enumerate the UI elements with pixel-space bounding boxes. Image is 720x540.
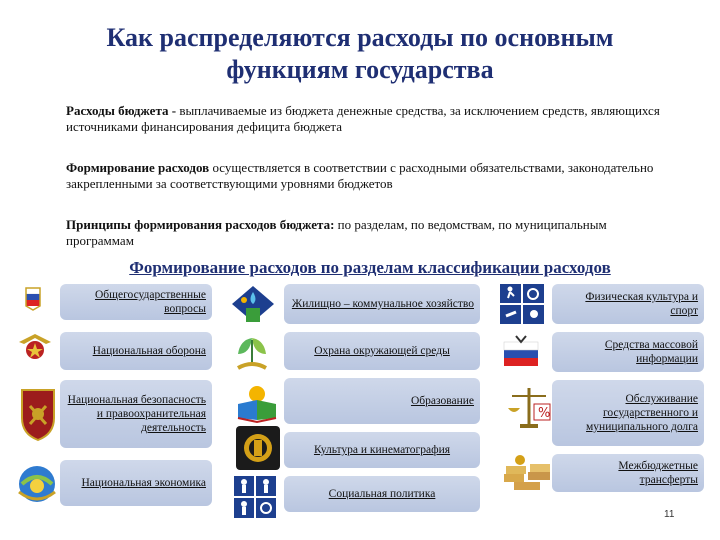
sport-icon <box>498 282 546 326</box>
section-box-social[interactable] <box>284 476 480 512</box>
section-label: Межбюджетные трансферты <box>618 460 698 486</box>
section-box-culture[interactable] <box>284 432 480 468</box>
section-label: Общегосударственные вопросы <box>94 289 206 315</box>
russia-emblem-icon <box>18 282 48 312</box>
security-emblem-icon <box>16 384 60 444</box>
section-box-defense[interactable] <box>60 332 212 370</box>
section-subtitle: Формирование расходов по разделам классификации расходов <box>129 258 611 277</box>
page-title: Как распределяются расходы по основным функциям государства <box>106 23 614 84</box>
section-box-environment[interactable] <box>284 332 480 370</box>
section-label: Физическая культура и спорт <box>585 291 698 317</box>
intro-paragraph-2 <box>66 160 666 192</box>
section-box-general[interactable] <box>60 284 212 320</box>
svg-text:%: % <box>538 406 551 421</box>
section-label: Национальная оборона <box>92 345 206 357</box>
intro-term-1: Расходы бюджета - <box>66 103 177 118</box>
social-icon <box>232 474 278 520</box>
section-label: Охрана окружающей среды <box>314 345 450 357</box>
environment-icon <box>228 330 276 376</box>
intro-paragraph-1 <box>66 103 666 135</box>
section-box-media[interactable] <box>552 332 704 372</box>
intro-paragraph-3 <box>66 217 666 249</box>
education-icon <box>232 380 282 424</box>
section-label: Средства массовой информации <box>604 339 698 365</box>
intro-text-1: выплачиваемые из бюджета денежные средства, за исключением средств, являющихся источниками финансирования дефицита бюджета <box>66 103 660 134</box>
section-label: Образование <box>410 395 474 407</box>
section-box-transfers[interactable] <box>552 454 704 492</box>
culture-icon <box>236 426 280 470</box>
section-label: Национальная безопасность и правоохранительная деятельность <box>67 394 206 434</box>
intro-term-3: Принципы формирования расходов бюджета: <box>66 217 335 232</box>
intro-text-3: по разделам, по ведомствам, по муниципальным программам <box>66 217 607 248</box>
section-label: Жилищно – коммунальное хозяйство <box>291 298 474 310</box>
defense-emblem-icon <box>14 330 56 368</box>
section-box-sport[interactable] <box>552 284 704 324</box>
media-icon <box>498 332 544 376</box>
section-box-debt[interactable] <box>552 380 704 446</box>
intro-term-2: Формирование расходов <box>66 160 210 175</box>
page-number: 11 <box>664 509 675 520</box>
section-box-utilities[interactable] <box>284 284 480 324</box>
section-label: Обслуживание государственного и муниципального долга <box>586 393 698 433</box>
section-box-economy[interactable] <box>60 460 212 506</box>
section-label: Социальная политика <box>328 488 436 500</box>
transfers-icon <box>500 450 554 494</box>
section-box-education[interactable] <box>284 378 480 424</box>
utilities-icon <box>228 282 278 326</box>
section-label: Национальная экономика <box>81 477 206 489</box>
economy-emblem-icon <box>12 462 62 506</box>
section-box-security[interactable] <box>60 380 212 448</box>
intro-text-2: осуществляется в соответствии с расходными обязательствами, законодательно закрепленными за соответствующими уровнями бюджетов <box>66 160 654 191</box>
debt-icon <box>504 382 554 432</box>
section-label: Культура и кинематография <box>313 444 451 456</box>
